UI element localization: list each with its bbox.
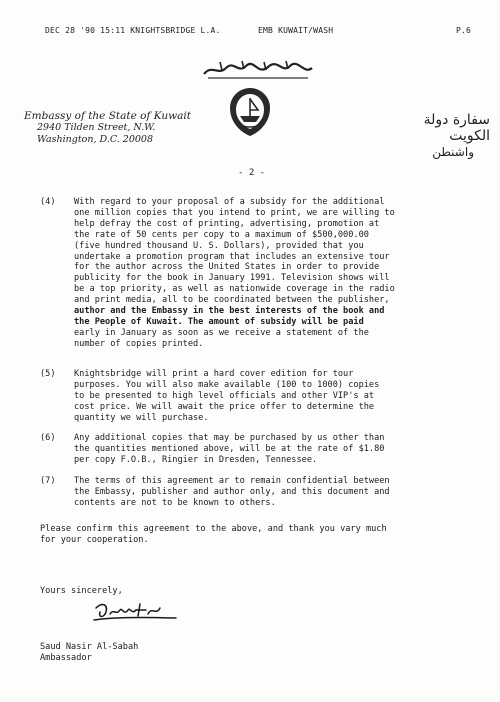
embassy-name: Embassy of the State of Kuwait	[24, 110, 191, 122]
paragraph-7	[74, 476, 390, 509]
paragraph-line: for the author across the United States in order to provide	[74, 262, 380, 273]
closing-line: for your cooperation.	[40, 534, 149, 545]
fax-header-middle: EMB KUWAIT/WASH	[258, 26, 334, 35]
paragraph-line: the quantities mentioned above, will be at the rate of $1.80	[74, 443, 385, 454]
paragraph-line: publicity for the book in January 1991. Television shows will	[74, 273, 390, 284]
closing-request	[40, 524, 387, 546]
embassy-street: 2940 Tilden Street, N.W.	[37, 122, 156, 133]
letterhead-arabic	[380, 112, 490, 160]
signer-name: Saud Nasir Al-Sabah	[40, 642, 139, 652]
paragraph-line: per copy F.O.B., Ringier in Dresden, Tennessee.	[74, 454, 318, 465]
signer-block	[40, 642, 138, 664]
paragraph-5	[74, 369, 379, 424]
paragraph-line: the People of Kuwait. The amount of subsidy will be paid	[74, 316, 364, 327]
paragraph-line: be a top priority, as well as nationwide coverage in the radio	[74, 284, 395, 295]
paragraph-line: the Embassy, publisher and author only, and this document and	[74, 486, 390, 497]
paragraph-7-number: (7)	[40, 476, 56, 486]
paragraph-line: the rate of 50 cents per copy to a maximum of $500,000.00	[74, 229, 369, 240]
paragraph-line: contents are not to be known to others.	[74, 497, 276, 508]
paragraph-line: number of copies printed.	[74, 338, 204, 349]
paragraph-4	[74, 197, 395, 350]
paragraph-6-number: (6)	[40, 433, 56, 443]
salutation: Yours sincerely,	[40, 586, 123, 596]
page-number: - 2 -	[238, 168, 266, 178]
letterhead-address	[24, 110, 224, 146]
arabic-embassy-name: سفارة دولة الكويت	[423, 112, 490, 144]
paragraph-line: author and the Embassy in the best interests of the book and	[74, 306, 385, 317]
paragraph-line: one million copies that you intend to print, we are willing to	[74, 207, 395, 218]
paragraph-line: With regard to your proposal of a subsidy for the additional	[74, 197, 385, 207]
paragraph-line: and print media, all to be coordinated between the publisher,	[74, 295, 390, 306]
paragraph-line: early in January as soon as we receive a statement of the	[74, 327, 369, 338]
handwritten-signature-image	[92, 598, 182, 624]
fax-header-left: DEC 28 '90 15:11 KNIGHTSBRIDGE L.A.	[45, 26, 221, 35]
embassy-city: Washington, D.C. 20008	[37, 134, 154, 145]
paragraph-line: cost price. We will await the price offer to determine the	[74, 401, 375, 412]
closing-line: Please confirm this agreement to the above, and thank you vary much	[40, 524, 387, 534]
arabic-city: واشنطن	[432, 145, 474, 159]
signer-title: Ambassador	[40, 652, 92, 663]
paragraph-6	[74, 433, 384, 466]
paragraph-line: help defray the cost of printing, advertising, promotion at	[74, 218, 380, 229]
paragraph-line: to be presented to high level officials and other VIP's at	[74, 390, 375, 401]
paragraph-line: purposes. You will also make available (100 to 1000) copies	[74, 379, 380, 390]
paragraph-line: Any additional copies that may be purchased by us other than	[74, 433, 385, 443]
paragraph-4-number: (4)	[40, 197, 56, 207]
state-emblem-icon	[226, 86, 274, 138]
calligraphy-header-image	[198, 58, 318, 82]
paragraph-5-number: (5)	[40, 369, 56, 379]
paragraph-line: The terms of this agreement ar to remain confidential between	[74, 476, 390, 486]
paragraph-line: undertake a promotion program that includes an extensive tour	[74, 251, 390, 262]
paragraph-line: Knightsbridge will print a hard cover edition for tour	[74, 369, 354, 379]
fax-page-number: P.6	[456, 26, 472, 35]
paragraph-line: (five hundred thousand U. S. Dollars), provided that you	[74, 240, 364, 251]
paragraph-line: quantity we will purchase.	[74, 412, 209, 423]
